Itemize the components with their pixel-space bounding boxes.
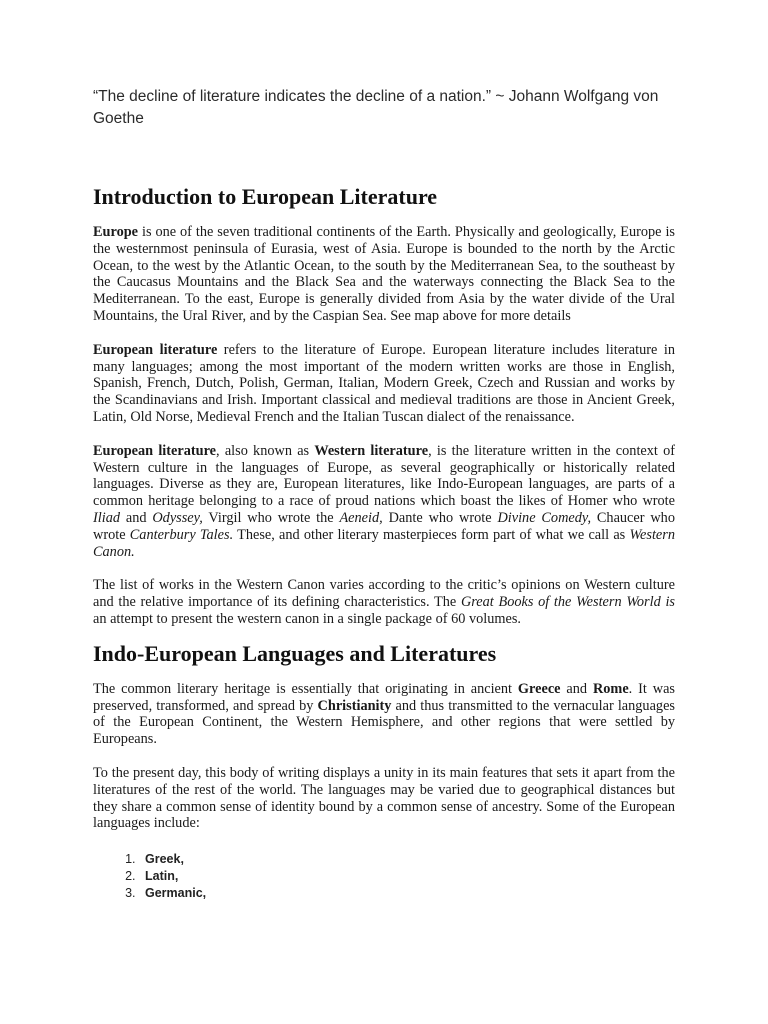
term-europe: Europe [93,224,139,240]
title-divine-comedy: Divine Comedy, [497,509,592,526]
heading-introduction: Introduction to European Literature [93,184,438,209]
paragraph-present-day: To the present day, this body of writing displays a unity in its main features that sets it apart from the literatures of the rest of the world. The languages may be varied due to geographical distances but they share a common sense of identity bound by a common sense of ancestry. Some of the European languages include: [93,764,675,832]
document-page [93,86,675,902]
term-european-literature: European literature [93,341,218,358]
list-item: 2. Latin, [139,868,675,885]
term-western-canon: Western Canon. [93,526,675,560]
title-aeneid: Aeneid, [339,509,383,526]
paragraph-western-literature: European literature, also known as Western literature, is the literature written in the context of Western culture in the languages of Europe, as several geographically or historically related languages. Diverse as they are, European literatures, like Indo-European languages, are parts of a common heritage belonging to a race of proud nations which boast the likes of Homer who wrote Iliad and Odyssey, Virgil who wrote the Aeneid, Dante who wrote Divine Comedy, Chaucer who wrote Canterbury Tales. These, and other literary masterpieces form part of what we call as Western Canon. [93,442,676,560]
paragraph-european-literature: European literature refers to the literature of Europe. European literature includes literature in many languages; among the most important of the modern written works are those in English, Spanish, French, Dutch, Polish, German, Italian, Modern Greek, Czech and Russian and works by the Scandinavians and Irish. Important classical and medieval traditions are those in Ancient Greek, Latin, Old Norse, Medieval French and the Italian Tuscan dialect of the renaissance. [93,341,675,425]
title-canterbury-tales: Canterbury Tales. [129,526,234,543]
list-item: 1. Greek, [139,851,675,868]
goethe-quote: “The decline of literature indicates the decline of a nation.” ~ Johann Wolfgang von Goethe [93,88,659,127]
list-item: 3. Germanic, [139,885,675,902]
term-western-literature: Western literature [314,442,429,459]
term-european-literature-2: European literature [93,442,217,459]
title-odyssey: Odyssey, [152,509,203,526]
term-greece: Greece [517,680,561,697]
term-christianity: Christianity [317,697,392,714]
languages-list [93,851,675,902]
paragraph-common-heritage: The common literary heritage is essentially that originating in ancient Greece and Rome. It was preserved, transformed, and spread by Christianity and thus transmitted to the vernacular languages of the European Continent, the Western Hemisphere, and other regions that were settled by Europeans. [93,680,675,748]
paragraph-europe: Europe is one of the seven traditional continents of the Earth. Physically and geologically, Europe is the westernmost peninsula of Eurasia, west of Asia. Europe is bounded to the north by the Arctic Ocean, to the west by the Atlantic Ocean, to the south by the Mediterranean Sea, to the southeast by the Caucasus Mountains and the Black Sea and the waterways connecting the Black Sea to the Mediterranean. To the east, Europe is generally divided from Asia by the water divide of the Ural Mountains, the Ural River, and by the Caspian Sea. See map above for more details [93,224,675,324]
title-iliad: Iliad [93,509,121,526]
paragraph-western-canon: The list of works in the Western Canon varies according to the critic’s opinions on Western culture and the relative importance of its defining characteristics. The Great Books of the Western World is an attempt to present the western canon in a single package of 60 volumes. [93,577,675,627]
heading-indo-european: Indo-European Languages and Literatures [93,640,497,666]
title-great-books: Great Books of the Western World is [460,594,675,611]
term-rome: Rome [592,680,629,697]
